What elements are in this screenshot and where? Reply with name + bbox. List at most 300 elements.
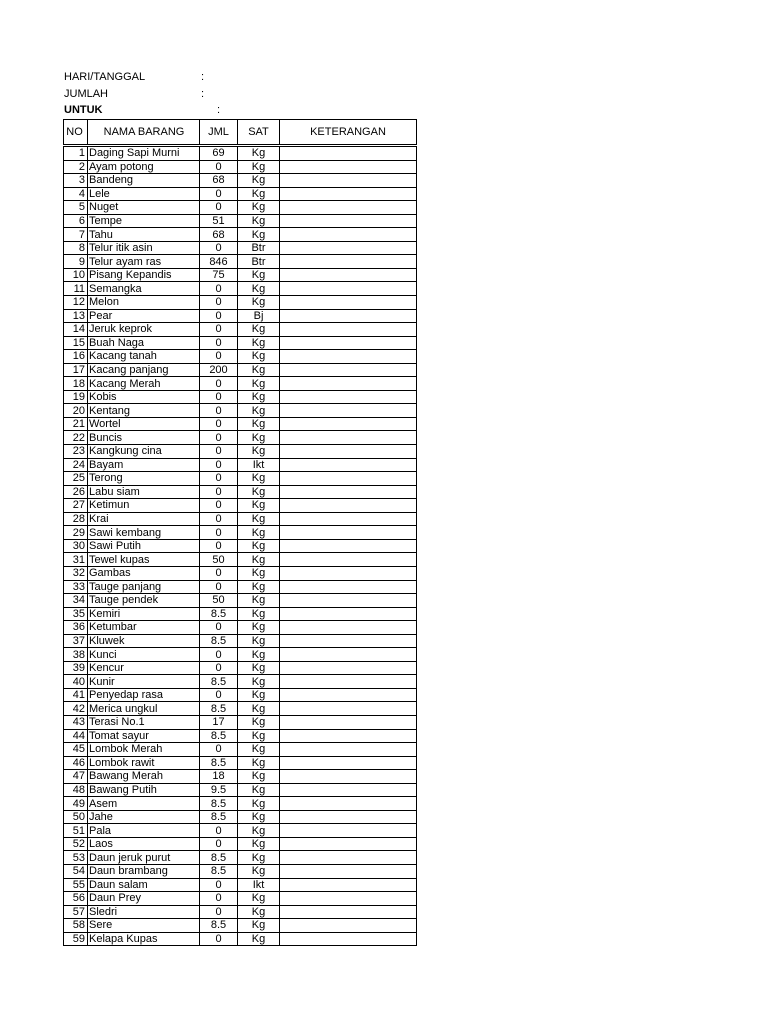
item-unit: Kg [238, 702, 280, 716]
item-keterangan [280, 472, 417, 486]
row-number: 38 [64, 648, 88, 662]
item-keterangan [280, 282, 417, 296]
row-number: 2 [64, 160, 88, 174]
item-unit: Kg [238, 146, 280, 161]
table-row [64, 688, 417, 702]
row-number: 5 [64, 201, 88, 215]
item-name: Sere [88, 919, 200, 933]
item-name: Laos [88, 837, 200, 851]
row-number: 29 [64, 526, 88, 540]
item-name: Ketumbar [88, 621, 200, 635]
table-row [64, 932, 417, 946]
item-unit: Kg [238, 743, 280, 757]
item-keterangan [280, 390, 417, 404]
table-row [64, 634, 417, 648]
item-name: Buah Naga [88, 336, 200, 350]
item-keterangan [280, 404, 417, 418]
item-unit: Kg [238, 526, 280, 540]
item-unit: Btr [238, 241, 280, 255]
item-unit: Kg [238, 797, 280, 811]
row-number: 23 [64, 445, 88, 459]
column-header-sat: SAT [238, 120, 280, 146]
row-number: 55 [64, 878, 88, 892]
table-row [64, 580, 417, 594]
item-unit: Kg [238, 851, 280, 865]
item-keterangan [280, 160, 417, 174]
item-quantity: 18 [200, 770, 238, 784]
item-unit: Kg [238, 756, 280, 770]
item-unit: Kg [238, 594, 280, 608]
item-unit: Kg [238, 201, 280, 215]
item-quantity: 8.5 [200, 702, 238, 716]
item-keterangan [280, 296, 417, 310]
table-row [64, 607, 417, 621]
table-row [64, 255, 417, 269]
item-keterangan [280, 905, 417, 919]
item-keterangan [280, 824, 417, 838]
item-name: Sawi Putih [88, 539, 200, 553]
item-unit: Kg [238, 810, 280, 824]
item-quantity: 0 [200, 580, 238, 594]
table-row [64, 621, 417, 635]
item-name: Daun brambang [88, 864, 200, 878]
item-keterangan [280, 146, 417, 161]
item-keterangan [280, 878, 417, 892]
row-number: 10 [64, 268, 88, 282]
jumlah-colon: : [201, 88, 205, 100]
item-quantity: 68 [200, 174, 238, 188]
row-number: 56 [64, 892, 88, 906]
item-keterangan [280, 594, 417, 608]
item-name: Tahu [88, 228, 200, 242]
table-row [64, 499, 417, 513]
row-number: 7 [64, 228, 88, 242]
row-number: 52 [64, 837, 88, 851]
item-keterangan [280, 783, 417, 797]
item-unit: Kg [238, 214, 280, 228]
row-number: 58 [64, 919, 88, 933]
item-name: Kencur [88, 661, 200, 675]
table-row [64, 539, 417, 553]
item-keterangan [280, 715, 417, 729]
item-name: Pear [88, 309, 200, 323]
item-keterangan [280, 702, 417, 716]
table-row [64, 282, 417, 296]
row-number: 32 [64, 566, 88, 580]
item-unit: Kg [238, 336, 280, 350]
item-quantity: 0 [200, 932, 238, 946]
item-name: Wortel [88, 417, 200, 431]
item-quantity: 0 [200, 431, 238, 445]
item-quantity: 0 [200, 350, 238, 364]
item-name: Melon [88, 296, 200, 310]
item-name: Terasi No.1 [88, 715, 200, 729]
item-quantity: 8.5 [200, 675, 238, 689]
item-quantity: 0 [200, 892, 238, 906]
table-row [64, 336, 417, 350]
item-keterangan [280, 174, 417, 188]
row-number: 26 [64, 485, 88, 499]
row-number: 17 [64, 363, 88, 377]
row-number: 57 [64, 905, 88, 919]
row-number: 48 [64, 783, 88, 797]
item-quantity: 8.5 [200, 810, 238, 824]
item-keterangan [280, 458, 417, 472]
item-quantity: 8.5 [200, 864, 238, 878]
row-number: 34 [64, 594, 88, 608]
item-quantity: 69 [200, 146, 238, 161]
table-row [64, 363, 417, 377]
item-quantity: 0 [200, 323, 238, 337]
row-number: 14 [64, 323, 88, 337]
hari-tanggal-label: HARI/TANGGAL [64, 71, 146, 83]
item-quantity: 0 [200, 837, 238, 851]
row-number: 33 [64, 580, 88, 594]
item-name: Bayam [88, 458, 200, 472]
table-row [64, 526, 417, 540]
item-keterangan [280, 743, 417, 757]
item-name: Lombok Merah [88, 743, 200, 757]
row-number: 35 [64, 607, 88, 621]
item-quantity: 0 [200, 458, 238, 472]
hari-tanggal-colon: : [201, 71, 205, 83]
item-quantity: 0 [200, 905, 238, 919]
item-keterangan [280, 214, 417, 228]
item-quantity: 8.5 [200, 851, 238, 865]
table-row [64, 743, 417, 757]
item-unit: Kg [238, 783, 280, 797]
item-unit: Kg [238, 905, 280, 919]
item-unit: Btr [238, 255, 280, 269]
item-quantity: 8.5 [200, 729, 238, 743]
row-number: 16 [64, 350, 88, 364]
row-number: 46 [64, 756, 88, 770]
item-unit: Kg [238, 228, 280, 242]
item-unit: Kg [238, 539, 280, 553]
item-table [63, 119, 417, 946]
row-number: 22 [64, 431, 88, 445]
table-row [64, 905, 417, 919]
item-name: Kelapa Kupas [88, 932, 200, 946]
item-name: Penyedap rasa [88, 688, 200, 702]
item-quantity: 0 [200, 201, 238, 215]
item-name: Kacang panjang [88, 363, 200, 377]
row-number: 41 [64, 688, 88, 702]
table-body [64, 146, 417, 946]
item-quantity: 0 [200, 417, 238, 431]
item-quantity: 0 [200, 878, 238, 892]
item-name: Sawi kembang [88, 526, 200, 540]
item-quantity: 0 [200, 526, 238, 540]
item-quantity: 0 [200, 621, 238, 635]
item-name: Buncis [88, 431, 200, 445]
item-keterangan [280, 864, 417, 878]
item-name: Jeruk keprok [88, 323, 200, 337]
item-quantity: 0 [200, 282, 238, 296]
item-unit: Kg [238, 824, 280, 838]
item-quantity: 0 [200, 512, 238, 526]
item-quantity: 0 [200, 309, 238, 323]
table-row [64, 228, 417, 242]
item-quantity: 8.5 [200, 756, 238, 770]
item-keterangan [280, 499, 417, 513]
item-keterangan [280, 648, 417, 662]
item-name: Bawang Merah [88, 770, 200, 784]
item-name: Tomat sayur [88, 729, 200, 743]
item-name: Telur ayam ras [88, 255, 200, 269]
row-number: 40 [64, 675, 88, 689]
item-quantity: 8.5 [200, 634, 238, 648]
item-quantity: 0 [200, 499, 238, 513]
item-unit: Kg [238, 553, 280, 567]
item-keterangan [280, 417, 417, 431]
row-number: 43 [64, 715, 88, 729]
item-unit: Ikt [238, 878, 280, 892]
item-unit: Kg [238, 417, 280, 431]
row-number: 28 [64, 512, 88, 526]
row-number: 44 [64, 729, 88, 743]
item-name: Merica ungkul [88, 702, 200, 716]
table-row [64, 512, 417, 526]
item-unit: Ikt [238, 458, 280, 472]
item-unit: Kg [238, 837, 280, 851]
row-number: 19 [64, 390, 88, 404]
table-row [64, 187, 417, 201]
row-number: 21 [64, 417, 88, 431]
row-number: 9 [64, 255, 88, 269]
table-row [64, 268, 417, 282]
item-keterangan [280, 797, 417, 811]
table-row [64, 566, 417, 580]
item-name: Pala [88, 824, 200, 838]
table-row [64, 160, 417, 174]
column-header-no: NO [64, 120, 88, 146]
table-row [64, 309, 417, 323]
item-keterangan [280, 268, 417, 282]
item-quantity: 0 [200, 472, 238, 486]
item-name: Jahe [88, 810, 200, 824]
table-row [64, 864, 417, 878]
item-name: Kentang [88, 404, 200, 418]
row-number: 18 [64, 377, 88, 391]
item-name: Asem [88, 797, 200, 811]
item-name: Tempe [88, 214, 200, 228]
item-unit: Kg [238, 661, 280, 675]
item-keterangan [280, 377, 417, 391]
item-name: Kobis [88, 390, 200, 404]
row-number: 31 [64, 553, 88, 567]
item-keterangan [280, 675, 417, 689]
item-unit: Kg [238, 688, 280, 702]
table-row [64, 458, 417, 472]
item-keterangan [280, 309, 417, 323]
item-unit: Kg [238, 715, 280, 729]
item-keterangan [280, 770, 417, 784]
item-quantity: 0 [200, 445, 238, 459]
item-keterangan [280, 201, 417, 215]
row-number: 49 [64, 797, 88, 811]
item-unit: Kg [238, 390, 280, 404]
item-name: Telur itik asin [88, 241, 200, 255]
item-unit: Kg [238, 485, 280, 499]
item-name: Ketimun [88, 499, 200, 513]
table-row [64, 404, 417, 418]
item-name: Semangka [88, 282, 200, 296]
item-name: Krai [88, 512, 200, 526]
table-row [64, 770, 417, 784]
table-row [64, 472, 417, 486]
item-unit: Kg [238, 377, 280, 391]
table-row [64, 675, 417, 689]
row-number: 15 [64, 336, 88, 350]
table-row [64, 377, 417, 391]
table-row [64, 661, 417, 675]
row-number: 6 [64, 214, 88, 228]
item-unit: Kg [238, 350, 280, 364]
item-quantity: 0 [200, 404, 238, 418]
item-unit: Kg [238, 431, 280, 445]
table-row [64, 390, 417, 404]
item-unit: Kg [238, 892, 280, 906]
item-unit: Kg [238, 404, 280, 418]
item-unit: Kg [238, 445, 280, 459]
jumlah-label: JUMLAH [64, 88, 109, 100]
table-row [64, 553, 417, 567]
item-unit: Kg [238, 268, 280, 282]
item-quantity: 0 [200, 336, 238, 350]
item-quantity: 0 [200, 485, 238, 499]
item-name: Daging Sapi Murni [88, 146, 200, 161]
column-header-nama-barang: NAMA BARANG [88, 120, 200, 146]
item-keterangan [280, 837, 417, 851]
item-keterangan [280, 350, 417, 364]
item-keterangan [280, 580, 417, 594]
row-number: 51 [64, 824, 88, 838]
item-unit: Kg [238, 729, 280, 743]
item-quantity: 9.5 [200, 783, 238, 797]
row-number: 12 [64, 296, 88, 310]
item-name: Kemiri [88, 607, 200, 621]
row-number: 59 [64, 932, 88, 946]
item-unit: Bj [238, 309, 280, 323]
item-name: Daun jeruk purut [88, 851, 200, 865]
item-keterangan [280, 336, 417, 350]
item-unit: Kg [238, 282, 280, 296]
item-keterangan [280, 634, 417, 648]
item-unit: Kg [238, 919, 280, 933]
item-unit: Kg [238, 607, 280, 621]
item-quantity: 0 [200, 160, 238, 174]
item-name: Daun Prey [88, 892, 200, 906]
item-name: Labu siam [88, 485, 200, 499]
item-keterangan [280, 661, 417, 675]
untuk-colon: : [217, 104, 221, 116]
item-keterangan [280, 566, 417, 580]
item-unit: Kg [238, 296, 280, 310]
row-number: 24 [64, 458, 88, 472]
row-number: 47 [64, 770, 88, 784]
row-number: 53 [64, 851, 88, 865]
item-keterangan [280, 607, 417, 621]
item-unit: Kg [238, 770, 280, 784]
item-name: Kunir [88, 675, 200, 689]
item-quantity: 75 [200, 268, 238, 282]
item-quantity: 0 [200, 296, 238, 310]
table-row [64, 350, 417, 364]
item-quantity: 8.5 [200, 797, 238, 811]
item-unit: Kg [238, 512, 280, 526]
item-name: Lele [88, 187, 200, 201]
item-keterangan [280, 228, 417, 242]
table-row [64, 296, 417, 310]
table-row [64, 729, 417, 743]
item-unit: Kg [238, 363, 280, 377]
item-quantity: 50 [200, 594, 238, 608]
item-name: Tauge pendek [88, 594, 200, 608]
item-keterangan [280, 187, 417, 201]
item-unit: Kg [238, 160, 280, 174]
item-quantity: 0 [200, 824, 238, 838]
table-row [64, 756, 417, 770]
item-keterangan [280, 851, 417, 865]
item-unit: Kg [238, 932, 280, 946]
item-quantity: 200 [200, 363, 238, 377]
item-unit: Kg [238, 621, 280, 635]
table-row [64, 797, 417, 811]
item-keterangan [280, 445, 417, 459]
item-name: Tauge panjang [88, 580, 200, 594]
row-number: 54 [64, 864, 88, 878]
item-name: Bawang Putih [88, 783, 200, 797]
item-name: Lombok rawit [88, 756, 200, 770]
row-number: 37 [64, 634, 88, 648]
item-unit: Kg [238, 187, 280, 201]
row-number: 3 [64, 174, 88, 188]
item-keterangan [280, 919, 417, 933]
table-row [64, 323, 417, 337]
item-unit: Kg [238, 675, 280, 689]
table-header-row [64, 120, 417, 146]
item-name: Ayam potong [88, 160, 200, 174]
table-row [64, 201, 417, 215]
item-quantity: 17 [200, 715, 238, 729]
table-row [64, 715, 417, 729]
table-row [64, 431, 417, 445]
item-keterangan [280, 255, 417, 269]
table-row [64, 892, 417, 906]
row-number: 42 [64, 702, 88, 716]
item-name: Kluwek [88, 634, 200, 648]
item-keterangan [280, 892, 417, 906]
item-quantity: 0 [200, 390, 238, 404]
item-name: Kunci [88, 648, 200, 662]
item-keterangan [280, 526, 417, 540]
item-keterangan [280, 688, 417, 702]
row-number: 1 [64, 146, 88, 161]
table-row [64, 824, 417, 838]
item-quantity: 68 [200, 228, 238, 242]
table-row [64, 919, 417, 933]
item-keterangan [280, 539, 417, 553]
item-quantity: 0 [200, 187, 238, 201]
item-unit: Kg [238, 566, 280, 580]
row-number: 25 [64, 472, 88, 486]
row-number: 13 [64, 309, 88, 323]
item-quantity: 0 [200, 566, 238, 580]
item-name: Bandeng [88, 174, 200, 188]
item-keterangan [280, 932, 417, 946]
table-row [64, 702, 417, 716]
